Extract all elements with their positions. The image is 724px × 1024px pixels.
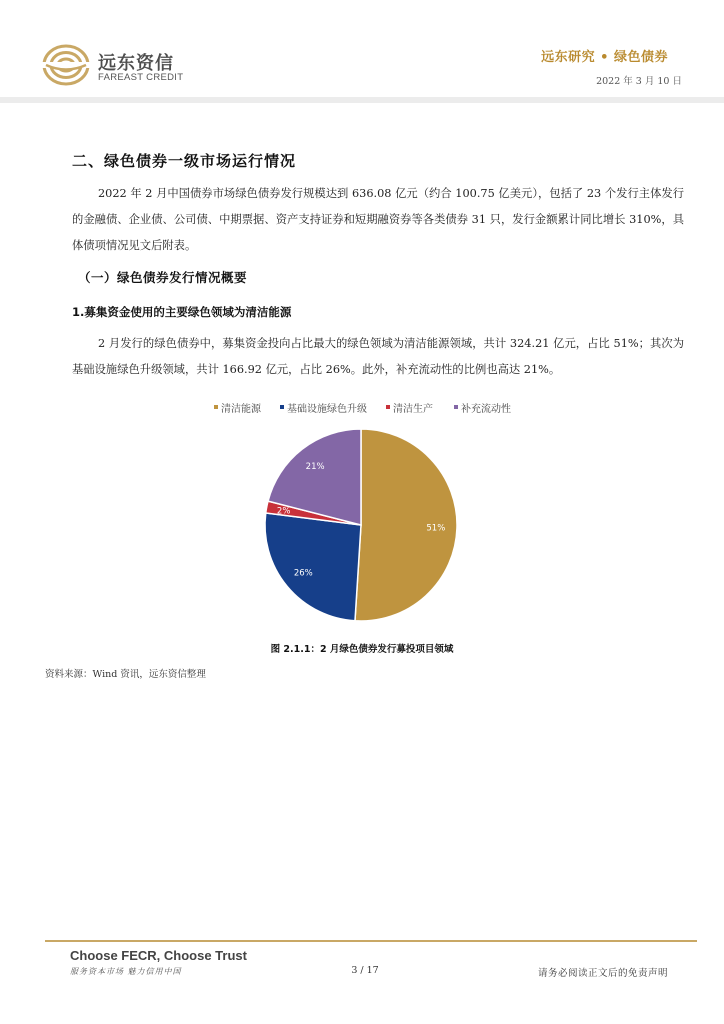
slice-value-label: 26% (293, 568, 313, 579)
legend-item (214, 402, 262, 415)
report-series: 远东研究 • 绿色债券 (541, 50, 668, 65)
legend-label: 清洁能源 (221, 404, 261, 415)
point-paragraph (72, 331, 684, 383)
slice-value-label: 2% (276, 506, 291, 517)
legend-item (280, 402, 367, 415)
legend-item (386, 402, 433, 415)
intro-paragraph (72, 181, 684, 259)
pie-chart (200, 396, 530, 632)
page-header (0, 0, 724, 104)
chart-legend (214, 402, 511, 415)
intro-text: 2022 年 2 月中国债券市场绿色债券发行规模达到 636.08 亿元（约合 100.75 亿美元），包括了 23 个发行主体发行的金融债、企业债、公司债、中期票据、资产支持证券和短期融资券等各类债券 31 只，发行金额累计同比增长 310%，具体债项情况见文后附表。 (72, 187, 684, 252)
legend-label: 清洁生产 (393, 404, 433, 415)
footer-divider (45, 940, 697, 942)
section-heading: 二、绿色债券一级市场运行情况 (72, 152, 297, 170)
slice-value-label: 21% (305, 461, 325, 472)
pie-slice (265, 513, 361, 621)
footer-disclaimer: 请务必阅读正文后的免责声明 (537, 968, 668, 979)
figure-caption: 图 2.1.1：2 月绿色债券发行募投项目领域 (270, 644, 454, 655)
report-date: 2022 年 3 月 10 日 (596, 76, 682, 87)
page-number: 3 / 17 (351, 965, 379, 976)
brand-name-cn: 远东资信 (98, 53, 174, 74)
legend-label: 基础设施绿色升级 (287, 404, 367, 415)
legend-swatch (454, 405, 458, 409)
legend-swatch (386, 405, 390, 409)
legend-item (454, 402, 511, 415)
footer-slogan: Choose FECR, Choose Trust (70, 948, 247, 963)
legend-label: 补充流动性 (461, 404, 511, 415)
legend-swatch (214, 405, 218, 409)
legend-swatch (280, 405, 284, 409)
fareast-credit-logo-icon (42, 44, 90, 86)
point-heading: 1.募集资金使用的主要绿色领域为清洁能源 (72, 305, 292, 319)
header-divider (0, 97, 724, 103)
figure-source: 资料来源：Wind 资讯，远东资信整理 (45, 669, 206, 680)
point-text: 2 月发行的绿色债券中，募集资金投向占比最大的绿色领域为清洁能源领域，共计 324.21 亿元，占比 51%；其次为基础设施绿色升级领域，共计 166.92 亿元，占比 26%。此外，补充流动性的比例也高达 21%。 (72, 337, 684, 376)
brand-name-en: FAREAST CREDIT (98, 72, 184, 83)
subsection-heading: （一）绿色债券发行情况概要 (78, 270, 248, 285)
footer-sub-slogan: 服务资本市场 魅力信用中国 (70, 967, 182, 976)
slice-value-label: 51% (426, 523, 446, 534)
